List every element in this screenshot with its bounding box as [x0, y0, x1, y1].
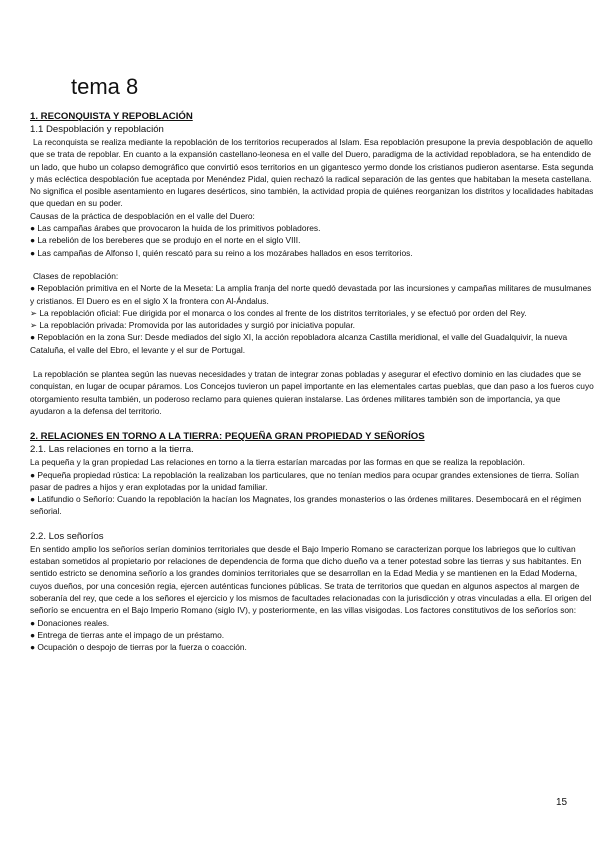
cause-item: ● La rebelión de los bereberes que se produjo en el norte en el siglo VIII.	[30, 235, 301, 246]
factor-item: ● Donaciones reales.	[30, 617, 110, 628]
section-1-1-paragraph-1: La reconquista se realiza mediante la repoblación de los territorios recuperados al Islam. Esa repoblación presupone la previa despoblación de aquello que se trata de repoblar. En cuanto a la expansión castellano-leonesa en el valle del Duero, paradigma de la actividad repobladora, se ha entendido de un lado, que hubo un colapso demográfico que convirtió esos territorios en un gigantesco yermo donde los cristianos pudieron asentarse. Esta segunda y más ecléctica despoblación fue aceptada por Menéndez Pidal, quien rechazó la radical separación de las gentes que habitaban la meseta castellana. No significa el posible asentamiento en lugares desérticos, sino también, la actividad propia de quiénes reorganizan los distritos y localidades habitadas que quedan en su poder.	[30, 137, 594, 209]
page-number: 15	[556, 797, 568, 808]
section-1-1-heading: 1.1 Despoblación y repoblación	[30, 124, 164, 135]
causes-title: Causas de la práctica de despoblación en el valle del Duero:	[30, 210, 255, 221]
document-body	[30, 111, 595, 653]
section-2-2-paragraph: En sentido amplio los señoríos serían dominios territoriales que desde el Bajo Imperio Romano se caracterizan porque los labriegos que lo cultivan estaban sometidos al propietario por relaciones de dependencia de forma que dicho dueño va a tener potestad sobre las tierras y sus habitantes. En sentido estricto se denomina señorío a los grandes dominios territoriales que se desarrollan en la Edad Media y se mantienen en la Edad Moderna, cuyos dueños, por una concesión regia, ejercen auténticas funciones públicas. Se trata de territorios que quedan en algunos aspectos al margen de soberanía del rey, que cede a los señores el ejercicio y los mismos de facultades relacionadas con la jurisdicción y otras vinculadas a ella. El origen del señorío se encuentra en el Bajo Imperio Romano (siglo IV), y posteriormente, en las villas visigodas. Los factores constitutivos de los señoríos son:	[30, 543, 592, 616]
type-item: ● Repoblación en la zona Sur: Desde mediados del siglo XI, la acción repobladora alcanza Castilla meridional, el valle del Guadalquivir, la nueva Cataluña, el valle del Ebro, el levante y el sur de Portugal.	[30, 332, 568, 355]
types-title: Clases de repoblación:	[33, 270, 119, 281]
section-1-heading: 1. RECONQUISTA Y REPOBLACIÓN	[30, 111, 193, 122]
section-2-1-paragraph: La pequeña y la gran propiedad Las relaciones en torno a la tierra estarían marcadas por las formas en que se realiza la repoblación.	[30, 457, 525, 468]
factor-item: ● Entrega de tierras ante el impago de un préstamo.	[30, 629, 225, 640]
type-item: ● Repoblación primitiva en el Norte de la Meseta: La amplia franja del norte quedó devastada por las incursiones y campañas militares de musulmanes y cristianos. El Duero es en el siglo X la frontera con Al-Ándalus.	[30, 283, 592, 306]
cause-item: ● Las campañas de Alfonso I, quién rescató para su reino a los mozárabes hallados en esos territorios.	[30, 247, 413, 258]
document-title: tema 8	[71, 74, 139, 99]
type-item: ➢ La repoblación oficial: Fue dirigida por el monarca o los condes al frente de los distritos territoriales, y se efectuó por orden del Rey.	[30, 307, 527, 318]
type-item: ➢ La repoblación privada: Promovida por las autoridades y surgió por iniciativa popular.	[30, 320, 355, 331]
property-item: ● Pequeña propiedad rústica: La repoblación la realizaban los particulares, que no tenían medios para ocupar grandes extensiones de tierra. Solían pasar de padres a hijos y eran explotadas por la unidad familiar.	[30, 469, 579, 492]
factor-item: ● Ocupación o despojo de tierras por la fuerza o coacción.	[30, 642, 247, 653]
section-1-1-paragraph-2: La repoblación se plantea según las nuevas necesidades y tratan de integrar zonas pobladas y asegurar el efectivo dominio en las ciudades que se conquistan, en lugar de ocupar páramos. Los Concejos tuvieron un papel importante en las elementales cartas pueblas, que dan paso a los fueros cuyo otorgamiento resulta también, un poderoso reclamo para quienes quieran instalarse. Las órdenes militares también son de importancia, ya que ayudaron a la defensa del territorio.	[30, 369, 594, 416]
property-item: ● Latifundio o Señorío: Cuando la repoblación la hacían los Magnates, los grandes monasterios o las órdenes militares. Desembocará en el régimen señorial.	[30, 494, 582, 517]
section-2-2-heading: 2.2. Los señoríos	[30, 530, 104, 542]
cause-item: ● Las campañas árabes que provocaron la huida de los primitivos pobladores.	[30, 223, 321, 234]
section-2-1-heading: 2.1. Las relaciones en torno a la tierra.	[30, 444, 194, 456]
section-2-heading: 2. RELACIONES EN TORNO A LA TIERRA: PEQUEÑA GRAN PROPIEDAD Y SEÑORÍOS	[30, 431, 425, 443]
